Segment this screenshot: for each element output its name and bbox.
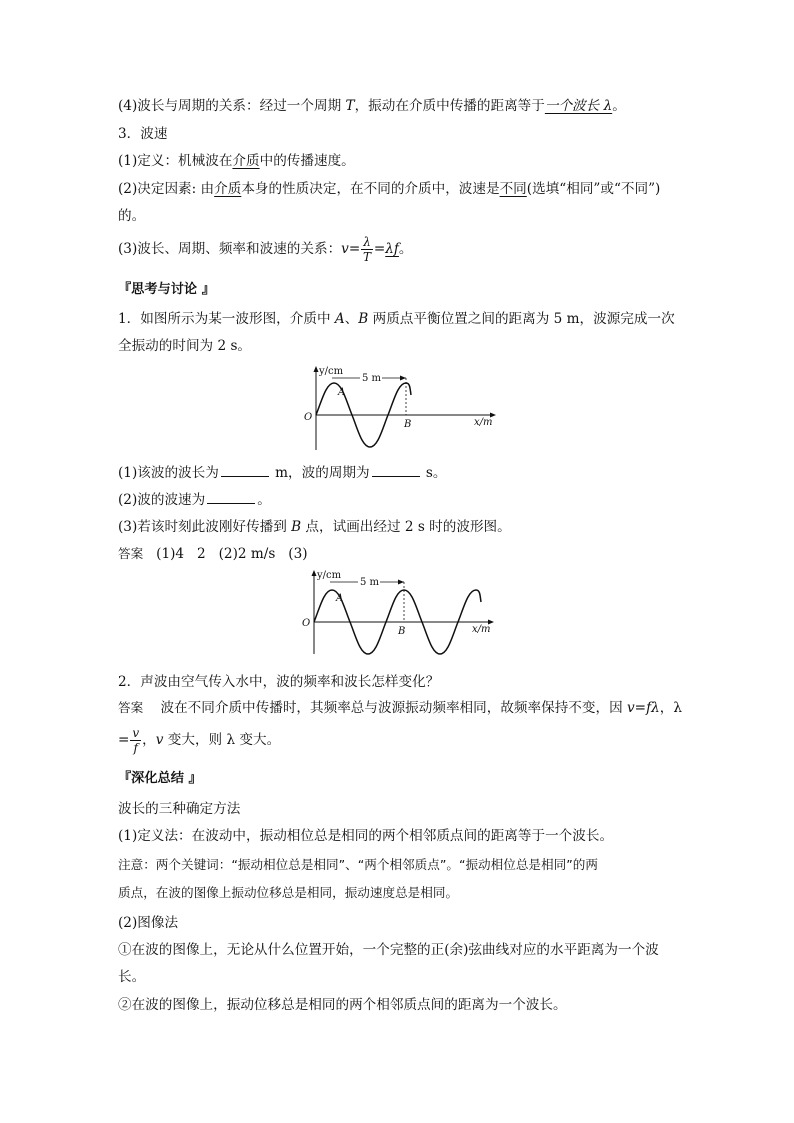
wave-speed-formula: (3)波长、周期、频率和波速的关系：v= $\frac{\lambda}{T}$ =λf。 <box>118 235 413 264</box>
wave-speed-factor: (2)决定因素: 由介质本身的性质决定，在不同的介质中，波速是不同(选填“相同”或“不同”) <box>118 181 661 197</box>
distance-arrow <box>398 580 404 585</box>
answer-1: 答案 (1)4 2 (2)2 m/s (3) <box>118 546 308 562</box>
method-graph: (2)图像法 <box>118 915 179 931</box>
point-b-label: B <box>398 626 406 637</box>
methods-title: 波长的三种确定方法 <box>118 801 241 817</box>
question-1-line-1: 1．如图所示为某一波形图，介质中 A、B 两质点平衡位置之间的距离为 5 m，波源完成一次 <box>118 311 675 327</box>
section-wave-speed: 3．波速 <box>118 126 168 142</box>
y-axis-label: y/cm <box>317 570 342 581</box>
answer-blank-wavelength[interactable] <box>221 464 269 477</box>
answer-blank-speed[interactable] <box>207 491 255 504</box>
wave-figure-1 <box>300 364 500 454</box>
think-discuss-heading: 『思考与讨论 』 <box>118 282 215 297</box>
note-line-2: 质点，在波的图像上振动位移总是相同，振动速度总是相同。 <box>118 885 459 900</box>
method-definition: (1)定义法：在波动中，振动相位总是相同的两个相邻质点间的距离等于一个波长。 <box>118 828 614 844</box>
graph-point-1-cont: 长。 <box>118 969 146 985</box>
y-axis-label: y/cm <box>319 366 344 377</box>
answer-2-line-2: = $\frac{v}{f}$ ，v 变大，则 λ 变大。 <box>118 726 281 755</box>
y-axis-arrow <box>312 570 317 576</box>
distance-arrow <box>400 376 406 381</box>
question-1-sub-2: (2)波的波速为 。 <box>118 492 271 508</box>
distance-label: 5 m <box>360 577 380 588</box>
wave-figure-2 <box>298 568 498 658</box>
point-a-label: A <box>336 593 344 604</box>
graph-point-1: ①在波的图像上，无论从什么位置开始，一个完整的正(余)弦曲线对应的水平距离为一个波 <box>118 942 659 958</box>
note-line-1: 注意：两个关键词：“振动相位总是相同”、“两个相邻质点”。“振动相位总是相同”的两 <box>118 857 598 872</box>
wavelength-period-relation: (4)波长与周期的关系：经过一个周期 T，振动在介质中传播的距离等于一个波长 λ。 <box>118 98 626 114</box>
graph-point-2: ②在波的图像上，振动位移总是相同的两个相邻质点间的距离为一个波长。 <box>118 997 567 1013</box>
origin-label: O <box>302 618 311 629</box>
question-1-sub-3: (3)若该时刻此波刚好传播到 B 点，试画出经过 2 s 时的波形图。 <box>118 519 511 535</box>
wave-speed-definition: (1)定义：机械波在介质中的传播速度。 <box>118 153 355 169</box>
x-axis-label: x/m <box>474 417 493 428</box>
summary-heading: 『深化总结 』 <box>118 771 202 786</box>
question-1-sub-1: (1)该波的波长为 m，波的周期为 s。 <box>118 465 447 481</box>
x-axis-label: x/m <box>472 624 491 635</box>
answer-blank-period[interactable] <box>372 464 420 477</box>
point-b-label: B <box>404 419 412 430</box>
lambda-over-T-fraction: $\frac{\lambda}{T}$ <box>363 235 372 264</box>
wave-speed-factor-cont: 的。 <box>118 208 146 224</box>
question-2: 2．声波由空气传入水中，波的频率和波长怎样变化？ <box>118 674 440 690</box>
answer-2-line-1: 答案 波在不同介质中传播时，其频率总与波源振动频率相同，故频率保持不变，因 v=fλ，λ <box>118 700 682 716</box>
y-axis-arrow <box>314 366 319 372</box>
question-1-line-2: 全振动的时间为 2 s。 <box>118 338 252 354</box>
origin-label: O <box>304 412 313 423</box>
v-over-f-fraction: $\frac{v}{f}$ <box>132 726 140 755</box>
point-a-label: A <box>338 387 346 398</box>
distance-label: 5 m <box>362 373 382 384</box>
